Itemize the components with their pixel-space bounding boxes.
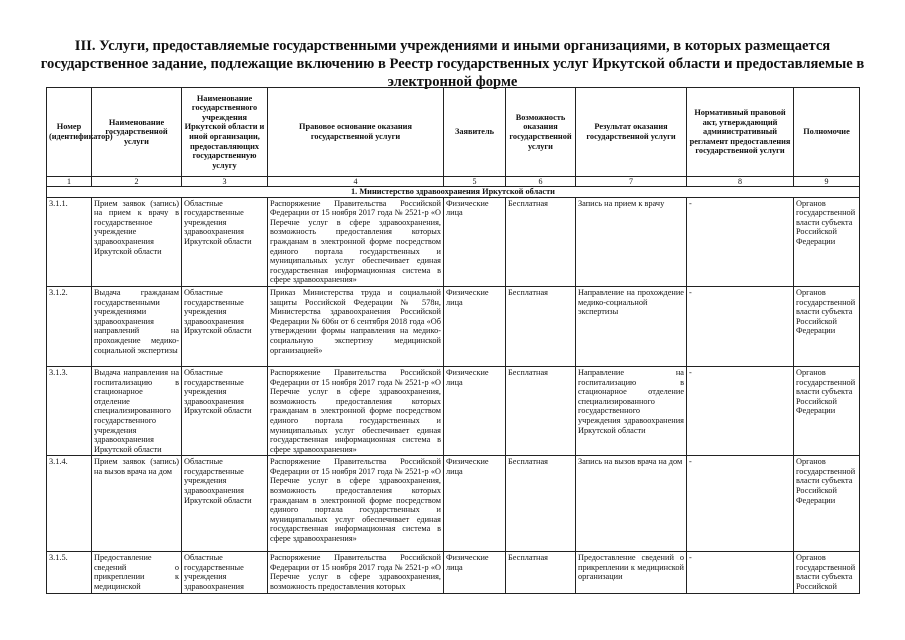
row-applicant: Физические лица [444, 366, 506, 455]
row-applicant: Физические лица [444, 456, 506, 552]
row-result: Направление на госпитализацию в стационарное отделение специализированного государственного учреждения здравоохранения Иркутской области [576, 366, 687, 455]
services-table [46, 87, 860, 594]
row-regulation: - [687, 552, 794, 594]
row-result: Запись на прием к врачу [576, 197, 687, 286]
row-applicant: Физические лица [444, 286, 506, 366]
row-regulation: - [687, 456, 794, 552]
row-authority: Органов государственной власти субъекта Российской Федерации [794, 197, 860, 286]
row-result: Запись на вызов врача на дом [576, 456, 687, 552]
row-service-name: Выдача гражданам государственными учреждениями здравоохранения направлений на прохождение медико-социальной экспертизы [92, 286, 182, 366]
row-service-name: Выдача направления на госпитализацию в стационарное отделение специализированного государственного учреждения здравоохранения Иркутской области [92, 366, 182, 455]
row-authority: Органов государственной власти субъекта Российской Федерации [794, 286, 860, 366]
column-number: 4 [268, 177, 444, 187]
row-service-name: Прием заявок (запись) на вызов врача на дом [92, 456, 182, 552]
column-number: 2 [92, 177, 182, 187]
row-authority: Органов государственной власти субъекта Российской [794, 552, 860, 594]
table-row [47, 456, 860, 552]
column-number: 9 [794, 177, 860, 187]
row-regulation: - [687, 286, 794, 366]
row-authority: Органов государственной власти субъекта Российской Федерации [794, 366, 860, 455]
document-title: III. Услуги, предоставляемые государственными учреждениями и иными организациями, в которых размещается государственное задание, подлежащие включению в Реестр государственных услуг Иркутской области и предоставляемые в электронной форме [40, 38, 865, 90]
column-number: 8 [687, 177, 794, 187]
row-legal-basis: Распоряжение Правительства Российской Федерации от 15 ноября 2017 года № 2521-р «О Перечне услуг в сфере здравоохранения, возможность предоставления которых гражданам в электронной форме посредством единого портала государственных и муниципальных услуг обеспечивает единая государственная информационная система в сфере здравоохранения» [268, 366, 444, 455]
row-legal-basis: Приказ Министерства труда и социальной защиты Российской Федерации № 578н, Министерства здравоохранения Российской Федерации № 606н от 6 сентября 2018 года «Об утверждении формы направления на медико-социальную экспертизу медицинской организацией» [268, 286, 444, 366]
section-row [47, 187, 860, 198]
row-possibility: Бесплатная [506, 366, 576, 455]
row-possibility: Бесплатная [506, 197, 576, 286]
column-number-row [47, 177, 860, 187]
header-regulation: Нормативный правовой акт, утверждающий административный регламент предоставления государственной услуги [687, 88, 794, 177]
row-result: Предоставление сведений о прикреплении к медицинской организации [576, 552, 687, 594]
row-id: 3.1.3. [47, 366, 92, 455]
table-row [47, 197, 860, 286]
row-organization: Областные государственные учреждения здравоохранения Иркутской области [182, 286, 268, 366]
row-id: 3.1.5. [47, 552, 92, 594]
row-applicant: Физические лица [444, 197, 506, 286]
row-service-name: Предоставление сведений о прикреплении к медицинской [92, 552, 182, 594]
row-organization: Областные государственные учреждения здравоохранения [182, 552, 268, 594]
column-number: 1 [47, 177, 92, 187]
header-legal-basis: Правовое основание оказания государственной услуги [268, 88, 444, 177]
header-service-name: Наименование государственной услуги [92, 88, 182, 177]
row-id: 3.1.2. [47, 286, 92, 366]
row-id: 3.1.1. [47, 197, 92, 286]
row-organization: Областные государственные учреждения здравоохранения Иркутской области [182, 366, 268, 455]
header-organization: Наименование государственного учреждения Иркутской области и иной организации, предоставляющих государственную услугу [182, 88, 268, 177]
header-row [47, 88, 860, 177]
row-id: 3.1.4. [47, 456, 92, 552]
row-legal-basis: Распоряжение Правительства Российской Федерации от 15 ноября 2017 года № 2521-р «О Перечне услуг в сфере здравоохранения, возможность предоставления которых гражданам в электронной форме посредством единого портала государственных и муниципальных услуг обеспечивает единая государственная информационная система в сфере здравоохранения» [268, 197, 444, 286]
header-applicant: Заявитель [444, 88, 506, 177]
table-row [47, 552, 860, 594]
table-row [47, 286, 860, 366]
row-result: Направление на прохождение медико-социальной экспертизы [576, 286, 687, 366]
table-row [47, 366, 860, 455]
row-organization: Областные государственные учреждения здравоохранения Иркутской области [182, 197, 268, 286]
row-legal-basis: Распоряжение Правительства Российской Федерации от 15 ноября 2017 года № 2521-р «О Перечне услуг в сфере здравоохранения, возможность предоставления которых [268, 552, 444, 594]
column-number: 3 [182, 177, 268, 187]
row-regulation: - [687, 197, 794, 286]
section-heading: 1. Министерство здравоохранения Иркутской области [47, 187, 860, 198]
row-authority: Органов государственной власти субъекта Российской Федерации [794, 456, 860, 552]
row-regulation: - [687, 366, 794, 455]
row-possibility: Бесплатная [506, 552, 576, 594]
header-possibility: Возможность оказания государственной услуги [506, 88, 576, 177]
row-applicant: Физические лица [444, 552, 506, 594]
column-number: 7 [576, 177, 687, 187]
header-result: Результат оказания государственной услуги [576, 88, 687, 177]
row-organization: Областные государственные учреждения здравоохранения Иркутской области [182, 456, 268, 552]
row-possibility: Бесплатная [506, 286, 576, 366]
column-number: 6 [506, 177, 576, 187]
row-legal-basis: Распоряжение Правительства Российской Федерации от 15 ноября 2017 года № 2521-р «О Перечне услуг в сфере здравоохранения, возможность предоставления которых гражданам в электронной форме посредством единого портала государственных и муниципальных услуг обеспечивает единая государственная информационная система в сфере здравоохранения» [268, 456, 444, 552]
column-number: 5 [444, 177, 506, 187]
header-authority: Полномочие [794, 88, 860, 177]
header-id: Номер (идентификатор) [47, 88, 92, 177]
row-service-name: Прием заявок (запись) на прием к врачу в государственное учреждение здравоохранения Иркутской области [92, 197, 182, 286]
row-possibility: Бесплатная [506, 456, 576, 552]
